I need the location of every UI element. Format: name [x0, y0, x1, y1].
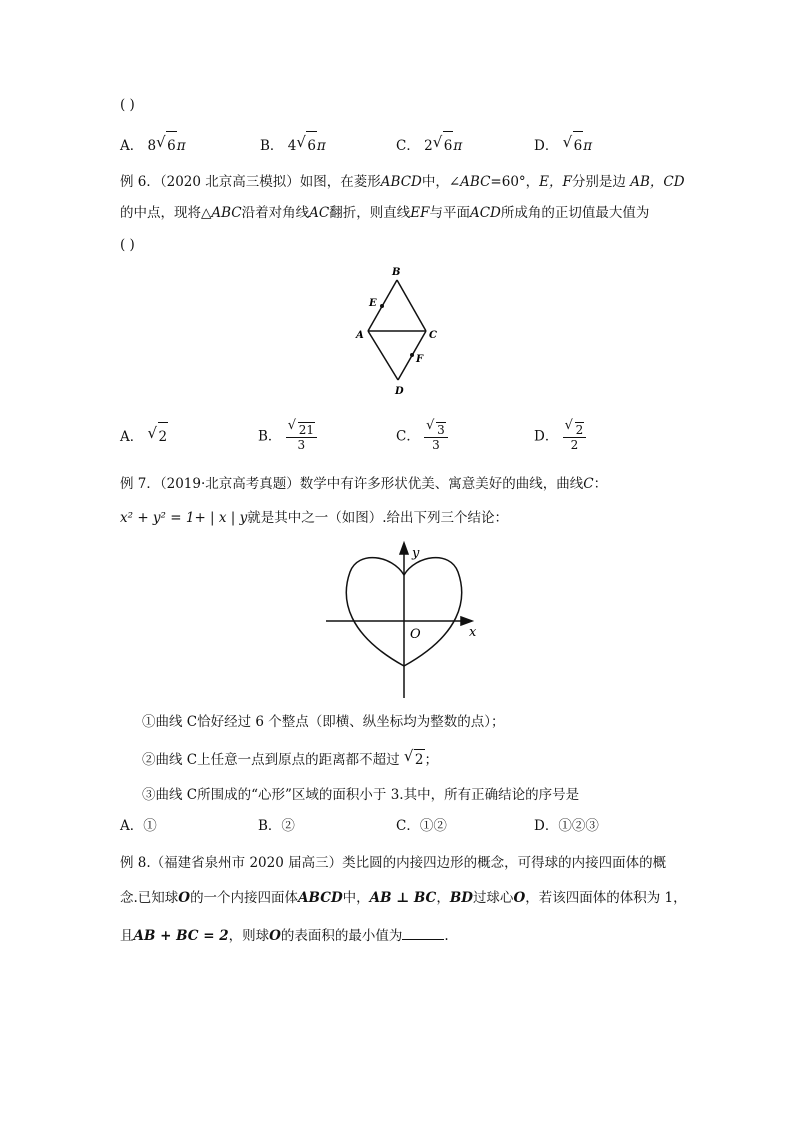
fraction-numerator: 21 [298, 423, 314, 437]
curve-equation: x² + y² = 1+ | x | y [120, 510, 248, 526]
q6-option-c [396, 418, 448, 452]
text-span: 过球心 [472, 890, 514, 906]
q7-conclusion-3: ③曲线 C所围成的“心形”区域的面积小于 3.其中，所有正确结论的序号是 [142, 787, 580, 803]
fraction-denominator: 3 [297, 438, 306, 452]
math-var: C [583, 476, 594, 492]
text-span: 与平面 [429, 205, 470, 221]
y-axis-arrow [400, 543, 408, 554]
q7-line-1 [120, 474, 607, 494]
sqrt-sign: √ 6 [156, 131, 177, 160]
math-var: O [269, 928, 281, 944]
math-var: AB，CD [630, 174, 685, 190]
option-coef: 4 [287, 138, 297, 154]
option-pi: π [453, 138, 463, 154]
option-radicand: 6 [306, 131, 317, 160]
text-span: 中， [342, 890, 370, 906]
q5-option-a [120, 131, 186, 160]
option-radicand: 6 [443, 131, 454, 160]
label-f: F [416, 354, 424, 365]
label-a: A [356, 330, 364, 341]
label-e: E [369, 298, 377, 309]
math-var: AB ⊥ BC [369, 890, 437, 906]
label-d: D [395, 386, 404, 397]
text-span: ②曲线 C上任意一点到原点的距离都不超过 [142, 752, 400, 768]
text-span: 中，∠ [421, 174, 461, 190]
radicand: 2 [414, 749, 425, 770]
text-span: ： [593, 476, 608, 492]
q6-options [120, 418, 680, 458]
fraction-denominator: 2 [570, 438, 579, 452]
fraction-denominator: 3 [432, 438, 440, 452]
option-label: D． [534, 428, 559, 445]
text-span: 翻折，则直线 [329, 205, 411, 221]
option-label: A． [120, 429, 144, 445]
q7-option-d [534, 812, 599, 840]
math-var: O [513, 890, 526, 906]
fraction-numerator: 2 [575, 423, 584, 437]
q6-line-1 [120, 172, 685, 192]
option-pi: π [316, 138, 326, 154]
q5-answer-bracket: ( ) [120, 97, 135, 113]
sqrt-sign: √ 6 [563, 131, 584, 160]
fraction: √ 3 3 [424, 422, 448, 452]
edge-bc [397, 280, 426, 331]
text-span: 分别是边 [571, 174, 626, 190]
text-span: 就是其中之一（如图）.给出下列三个结论： [247, 510, 509, 526]
q6-answer-bracket: ( ) [120, 237, 135, 253]
option-label: B． [260, 138, 284, 154]
option-coef: 8 [147, 138, 157, 154]
option-label: C． [396, 818, 420, 834]
math-var: AC [309, 205, 330, 221]
label-origin: O [410, 627, 421, 642]
option-radicand: 6 [166, 131, 177, 160]
fraction: √ 21 3 [286, 422, 317, 452]
math-var: ABC [211, 205, 242, 221]
point-e [380, 304, 384, 308]
math-var: E，F [539, 174, 572, 190]
option-text: ② [281, 818, 295, 834]
q7-options [120, 812, 680, 840]
q5-option-d [534, 131, 592, 160]
answer-blank[interactable] [402, 927, 444, 940]
sqrt-sign: √ 2 [403, 747, 424, 768]
option-label: C． [396, 428, 420, 445]
option-label: A． [120, 818, 144, 834]
q7-option-a [120, 812, 157, 840]
edge-ad [368, 331, 398, 380]
text-span: ， [436, 890, 450, 906]
option-radicand: 2 [158, 422, 169, 451]
text-span: 沿着对角线 [241, 205, 310, 221]
option-pi: π [583, 138, 593, 154]
option-pi: π [176, 138, 186, 154]
q7-conclusion-2 [142, 749, 438, 770]
text-span: 例 7．（2019·北京高考真题）数学中有许多形状优美、寓意美好的曲线，曲线 [120, 476, 584, 492]
text-span: 所成角的正切值最大值为 [500, 205, 650, 221]
q5-options [120, 131, 680, 159]
option-radicand: 6 [573, 131, 584, 160]
text-span: 例 6．（2020 北京高三模拟）如图，在菱形 [120, 174, 381, 190]
text-span: 且 [120, 928, 134, 944]
q6-option-b [258, 418, 317, 452]
math-var: BD [449, 890, 473, 906]
math-var: ABCD [298, 890, 343, 906]
math-var: ACD [469, 205, 501, 221]
q7-conclusion-1: ①曲线 C恰好经过 6 个整点（即横、纵坐标均为整数的点）； [142, 714, 505, 730]
sqrt-sign: √ 2 [148, 422, 169, 451]
option-text: ① [143, 818, 157, 834]
q6-option-d [534, 418, 586, 452]
q8-line-3 [120, 926, 449, 946]
q8-line-2 [120, 888, 687, 908]
math-var: AB + BC = 2 [133, 928, 229, 944]
label-y: y [412, 546, 420, 561]
text-span: =60°， [490, 174, 540, 190]
option-label: C． [396, 138, 420, 154]
text-span: 的表面积的最小值为 [280, 928, 403, 944]
heart-curve-figure [322, 540, 492, 700]
text-span: . [444, 928, 449, 944]
option-text: ①②③ [558, 818, 599, 834]
fraction: √ 2 2 [563, 422, 587, 452]
math-var: O [178, 890, 191, 906]
option-label: D． [534, 138, 559, 154]
text-span: ，若该四面体的体积为 1， [525, 890, 687, 906]
rhombus-figure [340, 262, 450, 402]
sqrt-sign: √ 6 [296, 131, 317, 160]
sqrt-sign: √ 6 [433, 131, 454, 160]
q7-option-b [258, 812, 295, 840]
q5-option-b [260, 131, 326, 160]
q6-line-2 [120, 203, 649, 223]
text-span: 的一个内接四面体 [190, 890, 299, 906]
option-label: D． [534, 818, 559, 834]
option-label: A． [120, 138, 144, 154]
q7-line-2 [120, 508, 508, 528]
text-span: 念.已知球 [120, 890, 179, 906]
math-var: ABCD [380, 174, 422, 190]
label-c: C [429, 330, 437, 341]
option-coef: 2 [424, 138, 433, 154]
q8-line-1: 例 8.（福建省泉州市 2020 届高三）类比圆的内接四边形的概念，可得球的内接四面体的概 [120, 855, 667, 871]
q5-option-c [396, 131, 462, 160]
q6-option-a [120, 422, 168, 451]
q7-option-c [396, 812, 447, 840]
option-label: B． [258, 428, 282, 445]
point-f [410, 353, 414, 357]
math-var: ABC [460, 174, 491, 190]
label-b: B [392, 267, 401, 278]
option-text: ①② [419, 818, 447, 834]
label-x: x [469, 625, 477, 640]
option-label: B． [258, 818, 282, 834]
text-span: ，则球 [228, 928, 270, 944]
text-span: ； [424, 752, 439, 768]
math-var: EF [410, 205, 430, 221]
text-span: 的中点，现将△ [120, 205, 212, 221]
fraction-numerator: 3 [437, 423, 445, 437]
x-axis-arrow [461, 617, 472, 625]
